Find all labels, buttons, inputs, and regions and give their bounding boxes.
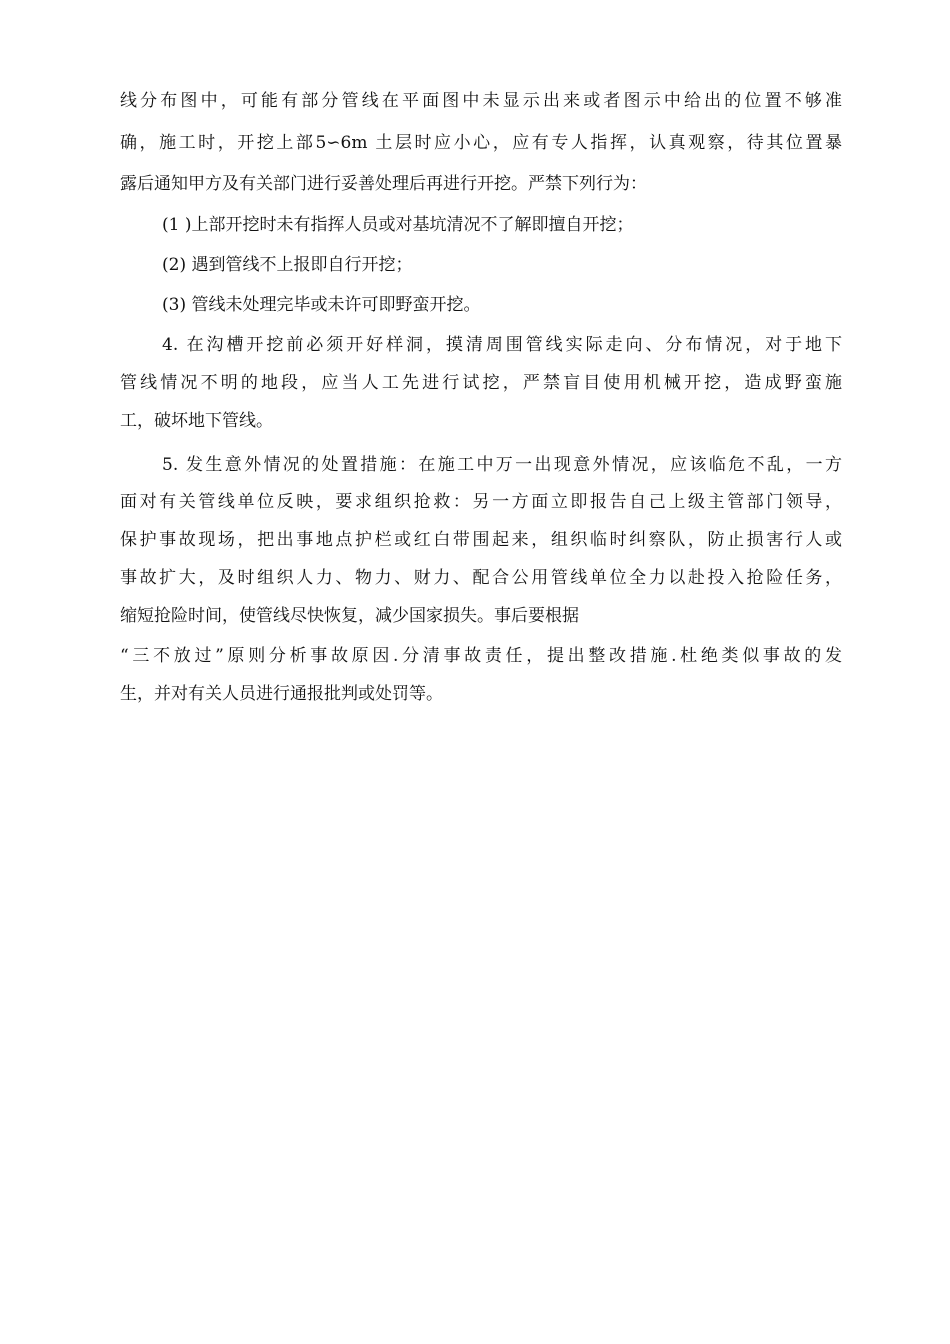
text-line: 面对有关管线单位反映，要求组织抢救：另一方面立即报告自己上级主管部门领导， [120,492,842,512]
text-line: 事故扩大，及时组织人力、物力、财力、配合公用管线单位全力以赴投入抢险任务， [120,568,842,588]
list-item: (3) 管线未处理完毕或未许可即野蛮开挖。 [162,295,481,315]
text-line: 管线情况不明的地段，应当人工先进行试挖，严禁盲目使用机械开挖，造成野蛮施 [120,373,842,393]
text-line: 线分布图中，可能有部分管线在平面图中未显示出来或者图示中给出的位置不够准 [120,91,842,111]
text-line: 生，并对有关人员进行通报批判或处罚等。 [120,684,443,704]
text-line: 露后通知甲方及有关部门进行妥善处理后再进行开挖。严禁下列行为： [120,174,647,194]
paragraph-start: 4. 在沟槽开挖前必须开好样洞，摸清周围管线实际走向、分布情况，对于地下 [162,335,842,355]
paragraph-start: 5. 发生意外情况的处置措施：在施工中万一出现意外情况，应该临危不乱，一方 [162,455,842,475]
text-line: 缩短抢险时间，使管线尽快恢复，减少国家损失。事后要根据 [120,606,579,626]
text-line: 保护事故现场，把出事地点护栏或红白带围起来，组织临时纠察队，防止损害行人或 [120,530,842,550]
text-line: “三不放过”原则分析事故原因.分清事故责任，提出整改措施.杜绝类似事故的发 [120,646,842,666]
text-line: 确，施工时，开挖上部5∽6m 土层时应小心，应有专人指挥，认真观察，待其位置暴 [120,133,842,153]
list-item: (1 )上部开挖时未有指挥人员或对基坑清况不了解即擅自开挖； [162,215,634,235]
text-line: 工，破坏地下管线。 [120,411,273,431]
list-item: (2) 遇到管线不上报即自行开挖； [162,255,413,275]
